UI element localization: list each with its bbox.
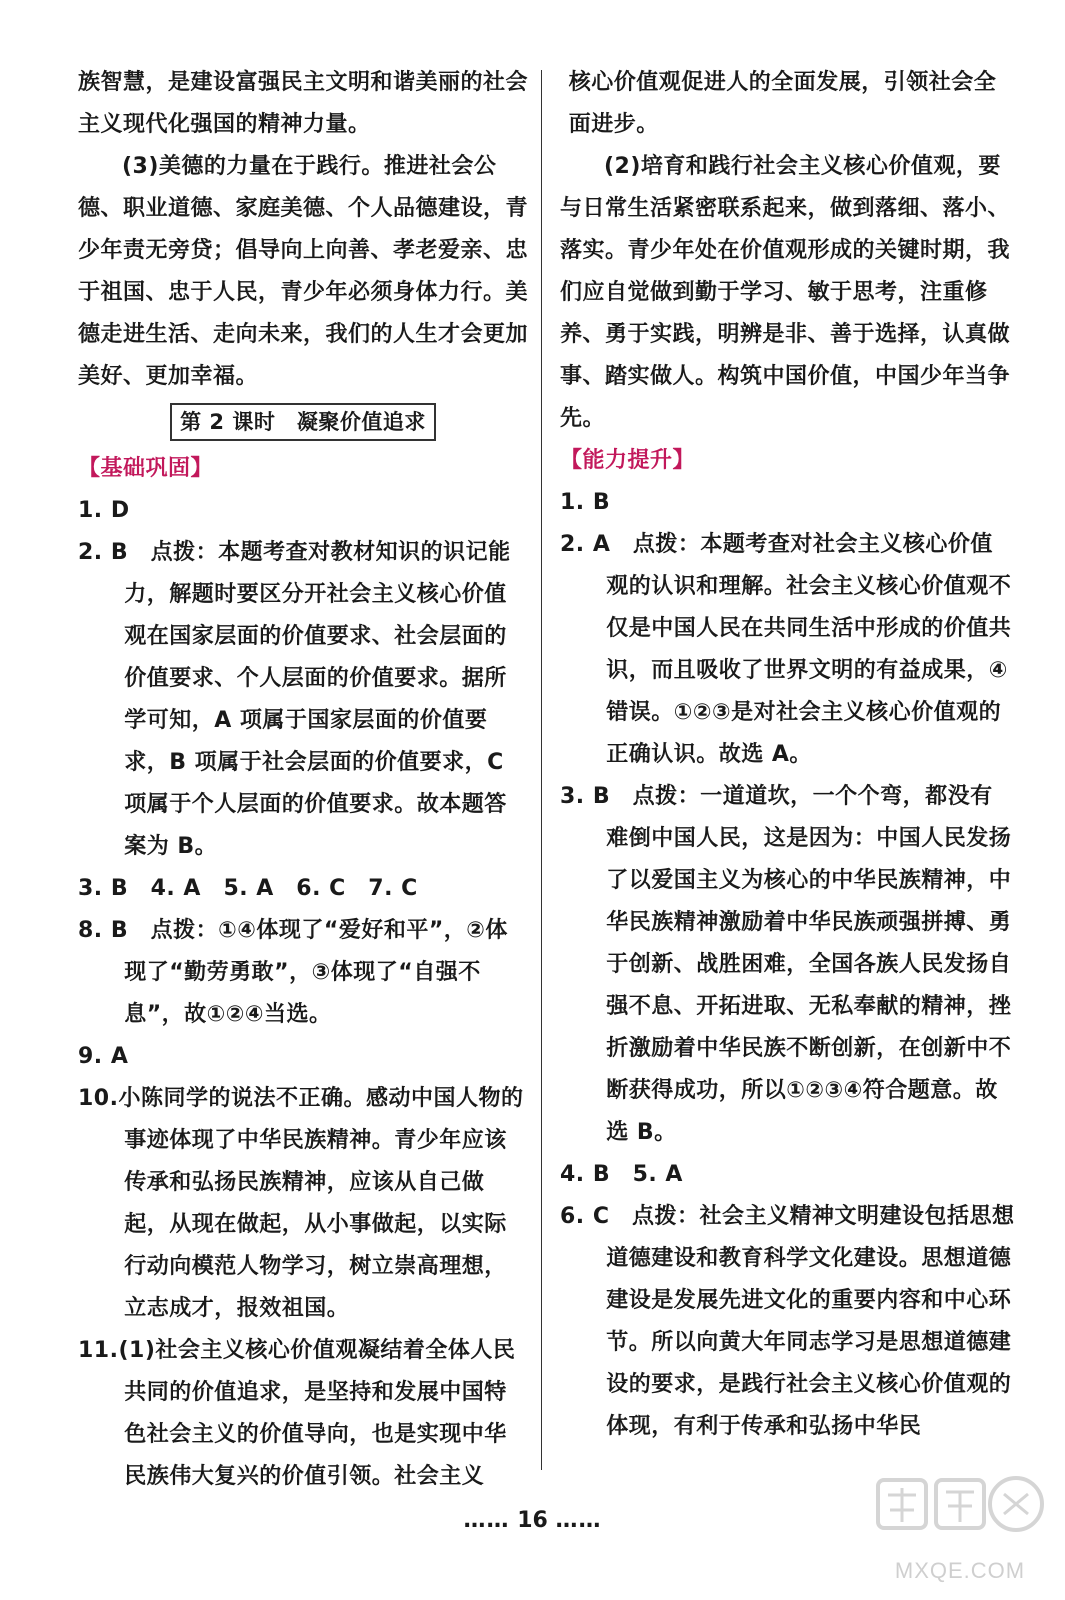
left-continuation-paragraph: 族智慧，是建设富强民主文明和谐美丽的社会主义现代化强国的精神力量。 [78, 70, 529, 137]
lesson-title [78, 402, 528, 444]
right-column [560, 62, 1015, 1448]
answer-number: 11. [78, 1338, 119, 1363]
answer-text: 小陈同学的说法不正确。感动中国人物的事迹体现了中华民族精神。青少年应该传承和弘扬民族精神，应该从自己做起，从现在做起，从小事做起，以实际行动向模范人物学习，树立崇高理想，立志成才，报效祖国。 [118, 1086, 524, 1321]
answer-number: 8. B [78, 918, 129, 943]
answer-item [78, 532, 528, 868]
answer-number: 6. C [560, 1204, 610, 1229]
answer-text: 本题考查对社会主义核心价值观的认识和理解。社会主义核心价值观不仅是中国人民在共同生活中形成的价值共识，而且吸收了世界文明的有益成果，④错误。①②③是对社会主义核心价值观的正确认识。故选 A。 [606, 532, 1012, 767]
answer-text: (1)社会主义核心价值观凝结着全体人民共同的价值追求，是坚持和发展中国特色社会主义的价值导向，也是实现中华民族伟大复兴的价值引领。社会主义 [118, 1338, 516, 1489]
watermark-text: MXQE.COM [894, 1558, 1026, 1583]
section-heading-advanced: 【能力提升】 [560, 448, 696, 473]
left-paragraph-3: (3)美德的力量在于践行。推进社会公德、职业道德、家庭美德、个人品德建设，青少年责无旁贷；倡导向上向善、孝老爱亲、忠于祖国、忠于人民，青少年必须身体力行。美德走进生活、走向未来，我们的人生才会更加美好、更加幸福。 [78, 154, 529, 389]
answer-number: 9. A [78, 1044, 129, 1069]
tip-label: 点拨： [150, 918, 219, 943]
right-paragraph-2: (2)培育和践行社会主义核心价值观，要与日常生活紧密联系起来，做到落细、落小、落实。青少年处在价值观形成的关键时期，我们应自觉做到勤于学习、敏于思考，注重修养、勇于实践，明辨是非、善于选择，认真做事、踏实做人。构筑中国价值，中国少年当争先。 [560, 154, 1011, 431]
answer-number: 2. B [78, 540, 129, 565]
watermark-logo-icon [870, 1470, 1050, 1565]
answer-item [78, 868, 528, 910]
tip-label: 点拨： [632, 1204, 700, 1229]
answer-item [78, 1330, 528, 1498]
answer-text: 社会主义精神文明建设包括思想道德建设和教育科学文化建设。思想道德建设是发展先进文化的重要内容和中心环节。所以向黄大年同志学习是思想道德建设的要求，是践行社会主义核心价值观的体现，有利于传承和弘扬中华民 [606, 1204, 1015, 1439]
answer-number: 10. [78, 1086, 119, 1111]
answer-item [560, 1154, 1015, 1196]
tip-label: 点拨： [632, 784, 701, 809]
answer-number: 1. B [560, 490, 611, 515]
answer-item [560, 1196, 1015, 1448]
watermark-logo [870, 1470, 1050, 1590]
answer-number: 4. B 5. A [560, 1162, 683, 1187]
right-continuation-paragraph: 核心价值观促进人的全面发展，引领社会全面进步。 [568, 70, 997, 137]
answer-item [560, 776, 1015, 1154]
tip-label: 点拨： [150, 540, 219, 565]
tip-label: 点拨： [632, 532, 701, 557]
answer-text: 一道道坎，一个个弯，都没有难倒中国人民，这是因为：中国人民发扬了以爱国主义为核心的中华民族精神，中华民族精神激励着中华民族顽强拼搏、勇于创新、战胜困难，全国各族人民发扬自强不息、开拓进取、无私奉献的精神，挫折激励着中华民族不断创新，在创新中不断获得成功，所以①②③④符合题意。故选 B。 [606, 784, 1012, 1145]
answer-number: 3. B 4. A 5. A 6. C 7. C [78, 876, 418, 901]
section-heading-basic: 【基础巩固】 [78, 456, 214, 481]
answer-item [78, 490, 528, 532]
answer-item [78, 1036, 528, 1078]
footer-dots-right: …… [555, 1508, 602, 1533]
left-column [78, 62, 528, 1498]
column-divider [541, 70, 542, 1470]
answer-text: 本题考查对教材知识的识记能力，解题时要区分开社会主义核心价值观在国家层面的价值要求、社会层面的价值要求、个人层面的价值要求。据所学可知，A 项属于国家层面的价值要求，B 项属于社会层面的价值要求，C 项属于个人层面的价值要求。故本题答案为 B。 [124, 540, 511, 859]
answer-number: 2. A [560, 532, 611, 557]
answer-text: ①④体现了“爱好和平”，②体现了“勤劳勇敢”，③体现了“自强不息”，故①②④当选。 [124, 918, 508, 1027]
answer-item [560, 482, 1015, 524]
answer-item [78, 1078, 528, 1330]
footer-dots-left: …… [463, 1508, 510, 1533]
answer-number: 1. D [78, 498, 130, 523]
lesson-title-text: 第 2 课时 凝聚价值追求 [170, 403, 436, 441]
answer-item [78, 910, 528, 1036]
page-number: 16 [517, 1508, 548, 1533]
answer-item [560, 524, 1015, 776]
answer-number: 3. B [560, 784, 611, 809]
